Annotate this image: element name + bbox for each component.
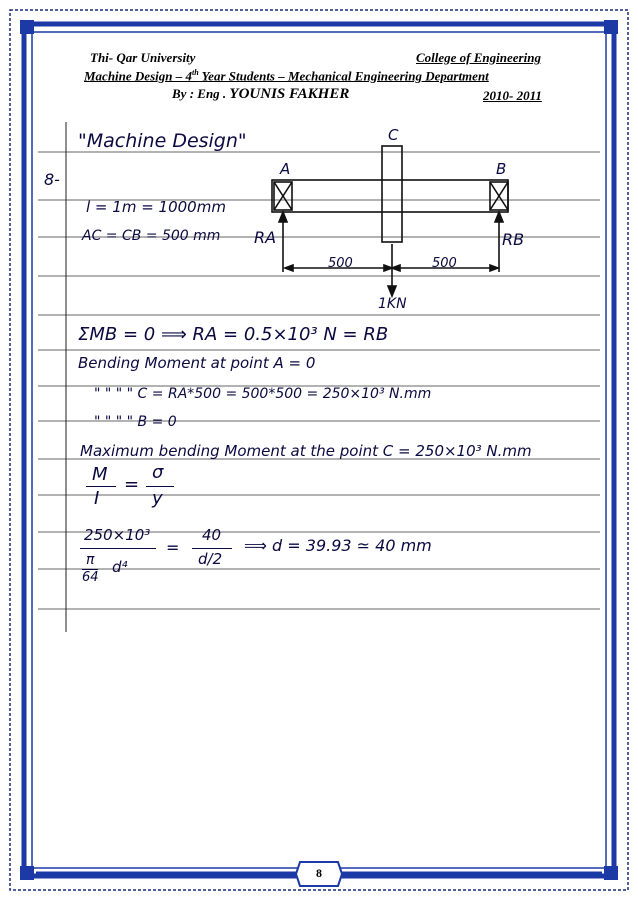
given-length: l = 1m = 1000mm [86,198,226,216]
lhs-den-d4: d⁴ [112,558,128,576]
rhs-denominator: d/2 [198,550,223,568]
frac-y: y [152,488,163,509]
label-a: A [280,160,291,178]
result-diameter: ⟹ d = 39.93 ≃ 40 mm [244,536,432,555]
label-rb: RB [502,230,525,249]
label-b: B [496,160,507,178]
rhs-numerator: 40 [202,526,222,544]
page-number: 8 [316,866,322,880]
bending-at-c: " " " " C = RA*500 = 500*500 = 250×10³ N.mm [94,386,432,402]
bending-at-a: Bending Moment at point A = 0 [78,354,316,372]
author-name: YOUNIS FAKHER [229,86,350,102]
frac-m: M [92,464,108,485]
given-ac-cb: AC = CB = 500 mm [82,228,221,244]
college-name: College of Engineering [416,50,541,65]
label-ra: RA [254,228,277,247]
lhs-numerator: 250×10³ [84,526,151,544]
reaction-a-arrowhead [279,212,287,222]
lhs-fraction-line [80,548,156,549]
course-sup: th [191,68,199,77]
course-prefix: Machine Design – 4 [84,68,192,84]
frac-i: I [94,488,100,509]
author-prefix: By : Eng . [172,86,227,101]
label-c: C [388,126,399,144]
reaction-b-arrowhead [495,212,503,222]
frac-sigma: σ [152,462,164,483]
notes-title: "Machine Design" [78,130,247,152]
dim-right: 500 [432,256,457,271]
frac-line-sigma-y [146,486,174,487]
lhs-den-64: 64 [82,570,99,585]
lhs-den-pi: π [86,552,95,568]
load-arrowhead [388,286,396,296]
dim-left: 500 [328,256,353,271]
load-label: 1KN [378,296,407,312]
pulley-c [382,146,402,242]
university-name: Thi- Qar University [90,50,196,65]
course-suffix: Year Students – Mechanical Engineering Department [198,68,489,84]
max-moment: Maximum bending Moment at the point C = 250×10³ N.mm [80,442,532,460]
frac-line-mi [86,486,116,487]
rhs-fraction-line [192,548,232,549]
flexure-equals: = [124,474,140,495]
academic-years: 2010- 2011 [483,88,542,103]
bending-at-b: " " " " B = 0 [94,414,177,430]
problem-number: 8- [44,170,60,189]
sum-moments-eq: ΣMB = 0 ⟹ RA = 0.5×10³ N = RB [78,324,389,345]
result-equals: = [166,538,180,557]
beam [272,180,508,212]
